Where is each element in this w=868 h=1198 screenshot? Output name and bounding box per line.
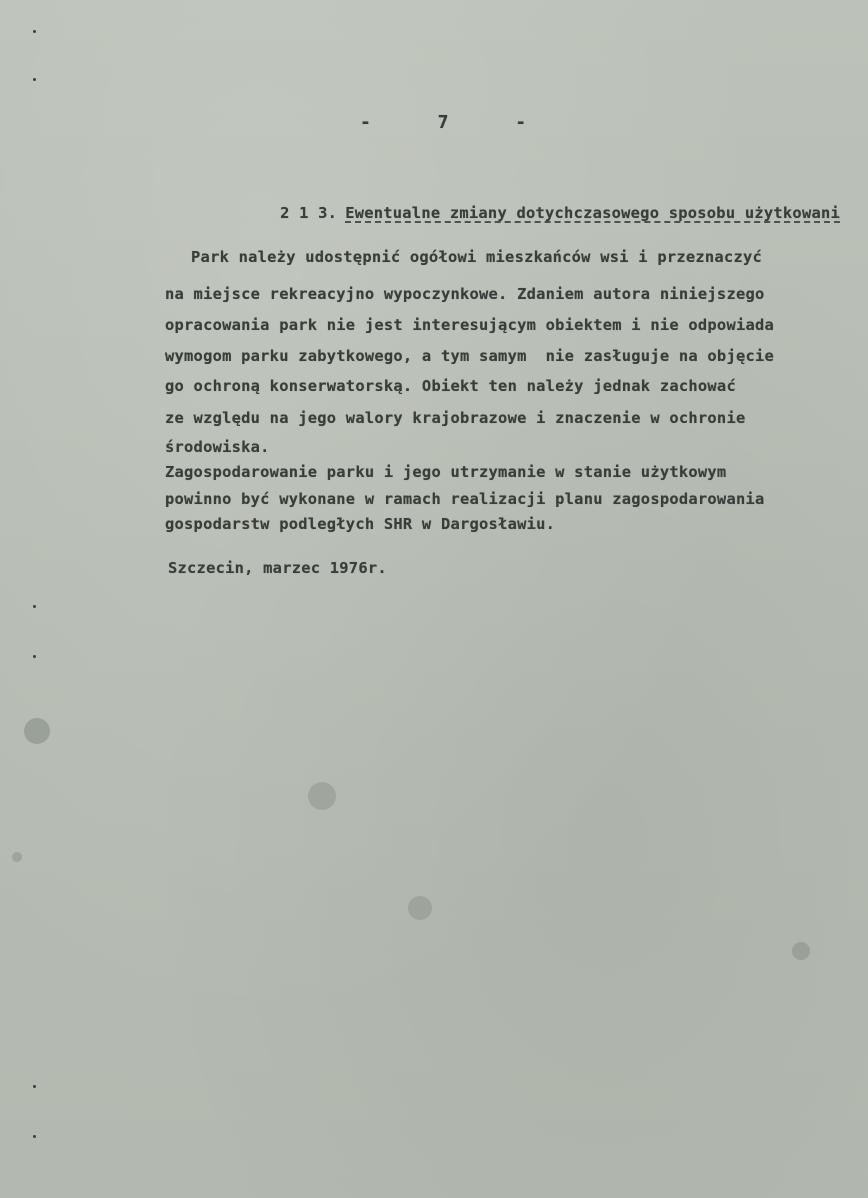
margin-punch-mark (33, 1135, 36, 1138)
paragraph-line: ze względu na jego walory krajobrazowe i znaczenie w ochronie (165, 409, 746, 427)
paper-stain (792, 942, 810, 960)
paragraph-line: na miejsce rekreacyjno wypoczynkowe. Zdaniem autora niniejszego (165, 285, 765, 303)
margin-punch-mark (33, 30, 36, 33)
paper-stain (24, 718, 50, 744)
paper-stain (12, 852, 22, 862)
paper-stain (308, 782, 336, 810)
paragraph-line: Zagospodarowanie parku i jego utrzymanie w stanie użytkowym (165, 463, 727, 481)
section-heading (242, 186, 840, 240)
place-and-date: Szczecin, marzec 1976r. (168, 559, 387, 577)
margin-punch-mark (33, 605, 36, 608)
margin-punch-mark (33, 655, 36, 658)
paper-stain (408, 896, 432, 920)
margin-punch-mark (33, 78, 36, 81)
section-number: 2 1 3. (280, 204, 338, 222)
paragraph-line: powinno być wykonane w ramach realizacji planu zagospodarowania (165, 490, 765, 508)
paragraph-line: gospodarstw podległych SHR w Dargosławiu. (165, 515, 556, 533)
paragraph-line: go ochroną konserwatorską. Obiekt ten należy jednak zachować (165, 377, 736, 395)
paragraph-line: wymogom parku zabytkowego, a tym samym nie zasługuje na objęcie (165, 347, 775, 365)
paragraph-line: Park należy udostępnić ogółowi mieszkańców wsi i przeznaczyć (172, 248, 762, 266)
paragraph-line: środowiska. (165, 438, 270, 456)
page-number: - 7 - (360, 112, 527, 133)
margin-punch-mark (33, 1085, 36, 1088)
paragraph-line: opracowania park nie jest interesującym obiektem i nie odpowiada (165, 316, 775, 334)
section-title: Ewentualne zmiany dotychczasowego sposobu użytkowani (345, 204, 841, 222)
